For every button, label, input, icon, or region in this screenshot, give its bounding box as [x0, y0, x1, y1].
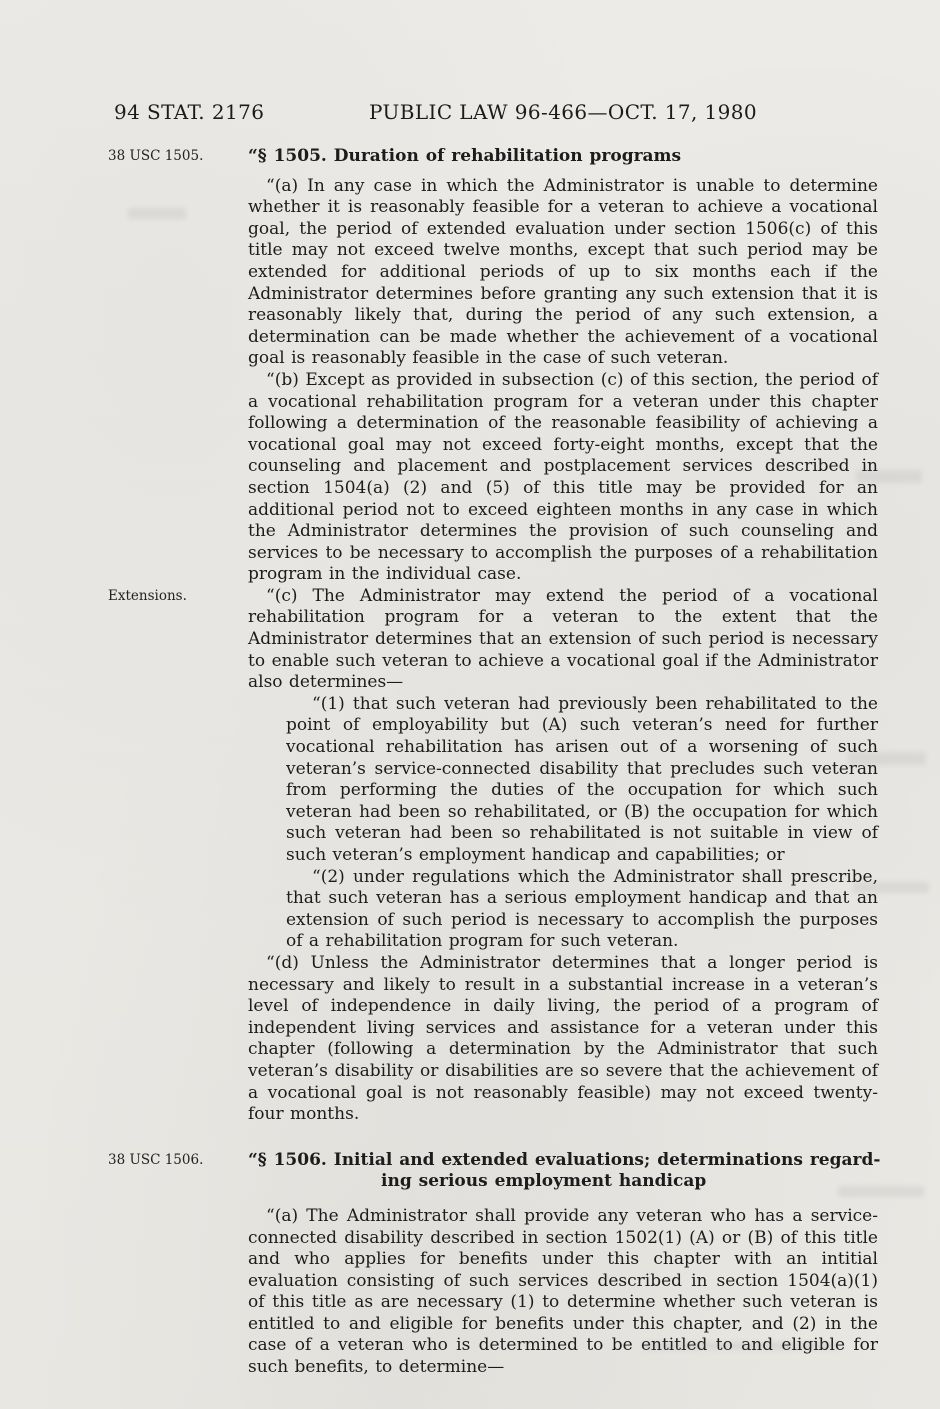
public-law-running-head: PUBLIC LAW 96-466—OCT. 17, 1980 [369, 100, 757, 124]
statute-paragraph-row [286, 867, 878, 953]
page-header [0, 100, 940, 126]
bleed-through-artifact [642, 1342, 840, 1350]
margin-note: Extensions. [108, 587, 187, 604]
paragraph-text: “(c) The Administrator may extend the period of a vocational rehabilitation program for a veteran to the extent that the Administrator determines that an extension of such period is necessary to enable such veteran to achieve a vocational goal if the Administrator also determines— [248, 585, 878, 693]
section-heading-text [248, 1149, 881, 1193]
statute-paragraph-row [248, 176, 878, 370]
bleed-through-artifact [856, 470, 922, 483]
bleed-through-artifact [848, 752, 926, 765]
statute-paragraph-row [108, 585, 878, 694]
statute-section-heading-row [108, 146, 878, 168]
bleed-through-artifact [853, 882, 929, 893]
margin-note: 38 USC 1505. [108, 148, 204, 164]
paragraph-text: “(d) Unless the Administrator determines that a longer period is necessary and likely to result in a substantial increase in a veteran’s level of independence in daily living, the period of a program of independent living services and assistance for a veteran under this chapter (following a determination by the Administrator that such veteran’s disability or disabilities are so severe that the achievement of a vocational goal is not reasonably feasible) may not exceed twenty-four months. [248, 952, 878, 1125]
paragraph-text: “(a) In any case in which the Administrator is unable to determine whether it is reasonably feasible for a veteran to achieve a vocational goal, the period of extended evaluation under section 1506(c) of this title may not exceed twelve months, except that such period may be extended for additional periods of up to six months each if the Administrator determines before granting any such extension that it is reasonably likely that, during the period of any such extension, a determination can be made whether the achievement of a vocational goal is reasonably feasible in the case of such veteran. [248, 175, 878, 369]
heading-line: ing serious employment handicap [381, 1171, 707, 1192]
bleed-through-artifact [838, 1186, 924, 1197]
statute-section-heading-row [108, 1149, 881, 1193]
paragraph-text: “(b) Except as provided in subsection (c) of this section, the period of a vocational rehabilitation program for a veteran under this chapter following a determination of the reasonable feasibility of achieving a vocational goal may not exceed forty-eight months, except that the counseling and placement and postplacement services described in section 1504(a) (2) and (5) of this title may be provided for an additional period not to exceed eighteen months in any case in which the Administrator determines the provision of such counseling and services to be necessary to accomplish the purposes of a rehabilitation program in the individual case. [248, 369, 878, 585]
statute-paragraph-row [248, 1206, 878, 1379]
statute-paragraph-row [286, 694, 878, 867]
bleed-through-artifact [128, 208, 186, 219]
statute-paragraph-row [248, 953, 878, 1126]
statute-paragraph-row [248, 370, 878, 586]
heading-line: “§ 1506. Initial and extended evaluations; determinations regard- [248, 1149, 881, 1170]
paragraph-text: “(1) that such veteran had previously been rehabilitated to the point of employability but (A) such veteran’s need for further vocational rehabilitation has arisen out of a worsening of such veteran’s service-connected disability that precludes such veteran from performing the duties of the occupation for which such veteran had been so rehabilitated, or (B) the occupation for which such veteran had been so rehabilitated is not suitable in view of such veteran’s employment handicap and capabilities; or [286, 693, 878, 865]
section-heading-text [248, 146, 878, 168]
statutes-at-large-page-number: 94 STAT. 2176 [114, 100, 265, 124]
document-body [108, 146, 881, 1379]
heading-line: “§ 1505. Duration of rehabilitation programs [248, 146, 682, 166]
paragraph-text: “(2) under regulations which the Administrator shall prescribe, that such veteran has a serious employment handicap and that an extension of such period is necessary to accomplish the purposes of a rehabilitation program for such veteran. [286, 866, 878, 952]
margin-note: 38 USC 1506. [108, 1151, 204, 1168]
paragraph-text: “(a) The Administrator shall provide any veteran who has a service-connected disability described in section 1502(1) (A) or (B) of this title and who applies for benefits under this chapter with an intitial evaluation consisting of such services described in section 1504(a)(1) of this title as are necessary (1) to determine whether such veteran is entitled to and eligible for benefits under this chapter, and (2) in the case of a veteran who is determined to be entitled to and eligible for such benefits, to determine— [248, 1205, 878, 1378]
